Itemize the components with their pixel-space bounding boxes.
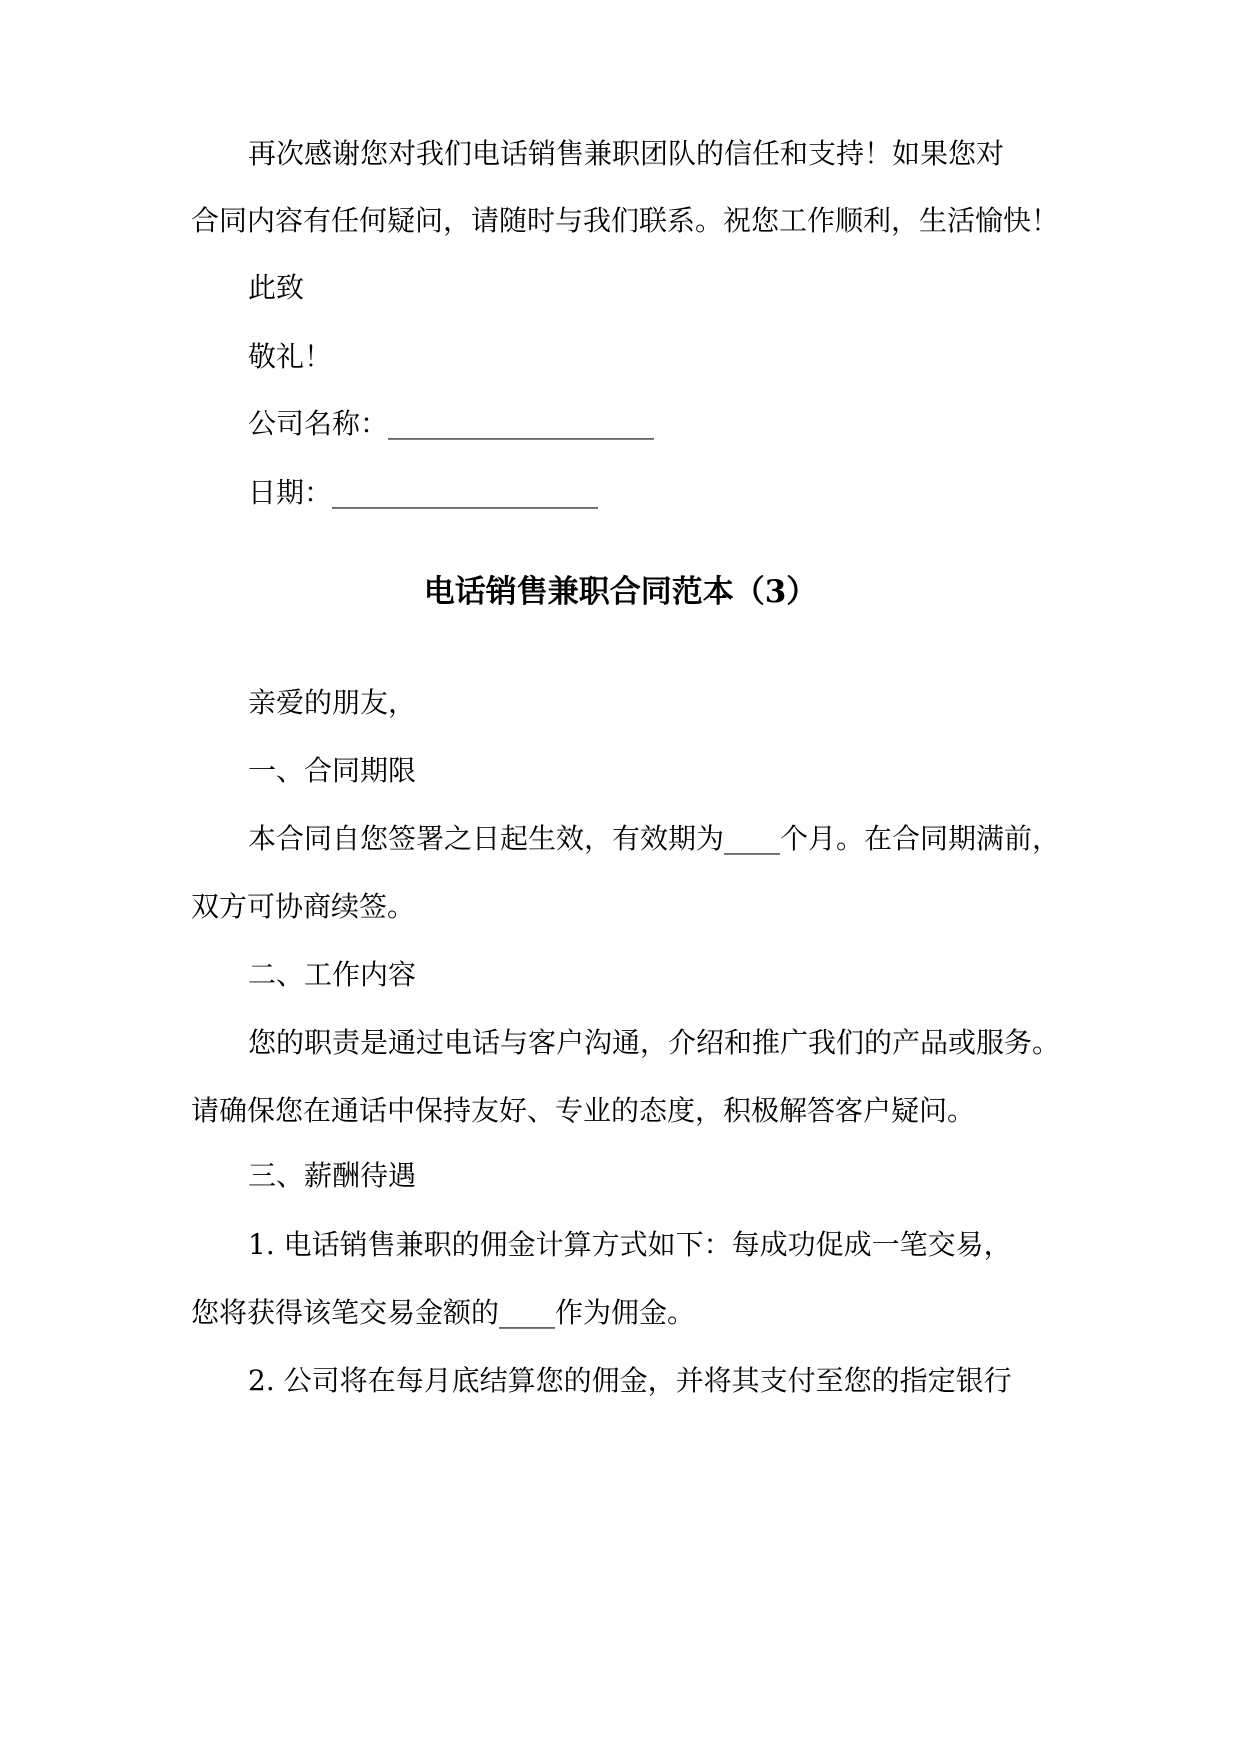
closing-regards: 敬礼！ [248,340,333,373]
paragraph-line: 本合同自您签署之日起生效，有效期为____个月。在合同期满前， [248,822,1061,855]
closing-salutation: 此致 [248,271,305,304]
list-item-continuation: 您将获得该笔交易金额的____作为佣金。 [191,1296,696,1329]
paragraph-line: 请确保您在通话中保持友好、专业的态度，积极解答客户疑问。 [191,1094,976,1127]
greeting: 亲爱的朋友， [248,686,417,719]
document-title: 电话销售兼职合同范本（3） [423,574,818,610]
section-heading-pay: 三、薪酬待遇 [248,1159,417,1192]
section-heading-work: 二、工作内容 [248,958,417,991]
date-field: 日期：___________________ [248,476,599,509]
paragraph-line: 您的职责是通过电话与客户沟通，介绍和推广我们的产品或服务。 [248,1026,1061,1059]
paragraph-line: 双方可协商续签。 [191,890,416,923]
paragraph-line: 合同内容有任何疑问，请随时与我们联系。祝您工作顺利，生活愉快！ [191,204,1060,237]
company-name-field: 公司名称：___________________ [248,407,655,440]
list-item: 2. 公司将在每月底结算您的佣金，并将其支付至您的指定银行 [248,1364,1012,1397]
list-item: 1. 电话销售兼职的佣金计算方式如下：每成功促成一笔交易， [248,1228,1012,1261]
paragraph-line: 再次感谢您对我们电话销售兼职团队的信任和支持！如果您对 [248,137,1005,170]
section-heading-term: 一、合同期限 [248,754,417,787]
